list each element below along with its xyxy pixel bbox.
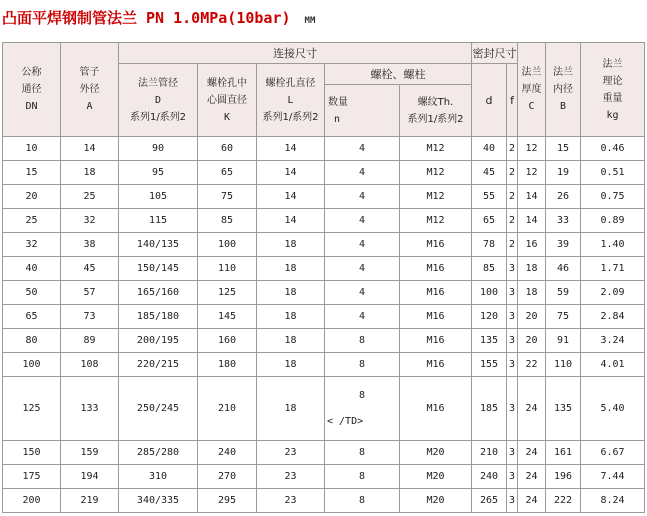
cell-C: 24 (518, 441, 546, 465)
cell-f: 3 (507, 329, 518, 353)
cell-kg: 0.89 (581, 209, 645, 233)
cell-th: M16 (400, 329, 472, 353)
cell-B: 19 (546, 161, 581, 185)
cell-th: M16 (400, 281, 472, 305)
cell-D: 250/245 (119, 377, 198, 441)
cell-n (325, 377, 400, 441)
cell-f: 3 (507, 281, 518, 305)
cell-L: 18 (257, 377, 325, 441)
cell-K: 180 (198, 353, 257, 377)
cell-L: 23 (257, 465, 325, 489)
cell-B: 33 (546, 209, 581, 233)
table-row (3, 137, 645, 161)
cell-a: 89 (61, 329, 119, 353)
cell-L: 18 (257, 281, 325, 305)
cell-th: M16 (400, 353, 472, 377)
cell-n-value: 8 (358, 389, 366, 401)
cell-kg: 8.24 (581, 489, 645, 513)
table-row (3, 489, 645, 513)
cell-d: 40 (472, 137, 507, 161)
cell-K: 210 (198, 377, 257, 441)
cell-n: 4 (325, 233, 400, 257)
cell-n: 4 (325, 209, 400, 233)
cell-th: M20 (400, 465, 472, 489)
cell-D: 140/135 (119, 233, 198, 257)
cell-kg: 0.46 (581, 137, 645, 161)
cell-d: 45 (472, 161, 507, 185)
cell-L: 23 (257, 489, 325, 513)
cell-a: 57 (61, 281, 119, 305)
cell-a: 108 (61, 353, 119, 377)
cell-L: 23 (257, 441, 325, 465)
cell-L: 14 (257, 209, 325, 233)
table-row (3, 377, 645, 441)
cell-f: 2 (507, 161, 518, 185)
cell-f: 3 (507, 489, 518, 513)
header-seal: 密封尺寸 (472, 43, 518, 64)
cell-C: 22 (518, 353, 546, 377)
cell-f: 2 (507, 233, 518, 257)
cell-a: 14 (61, 137, 119, 161)
header-inner-diameter: 法兰 内径 B (546, 43, 581, 137)
cell-K: 270 (198, 465, 257, 489)
cell-dn: 50 (3, 281, 61, 305)
cell-D: 90 (119, 137, 198, 161)
cell-a: 133 (61, 377, 119, 441)
table-row (3, 161, 645, 185)
table-row (3, 185, 645, 209)
cell-kg: 7.44 (581, 465, 645, 489)
cell-B: 161 (546, 441, 581, 465)
header-bolt-hole: 螺栓孔直径 L 系列1/系列2 (257, 64, 325, 137)
cell-C: 24 (518, 489, 546, 513)
cell-d: 100 (472, 281, 507, 305)
header-bolt-circle: 螺栓孔中 心圆直径 K (198, 64, 257, 137)
cell-n: 4 (325, 281, 400, 305)
cell-K: 85 (198, 209, 257, 233)
cell-K: 145 (198, 305, 257, 329)
table-row (3, 305, 645, 329)
cell-th: M12 (400, 185, 472, 209)
cell-D: 165/160 (119, 281, 198, 305)
cell-C: 24 (518, 465, 546, 489)
header-row-1 (3, 43, 645, 64)
cell-f: 3 (507, 377, 518, 441)
cell-n: 8 (325, 353, 400, 377)
cell-a: 38 (61, 233, 119, 257)
cell-th: M16 (400, 257, 472, 281)
header-connection: 连接尺寸 (119, 43, 472, 64)
table-row (3, 353, 645, 377)
cell-dn: 150 (3, 441, 61, 465)
cell-C: 18 (518, 281, 546, 305)
cell-C: 16 (518, 233, 546, 257)
table-row (3, 329, 645, 353)
cell-D: 185/180 (119, 305, 198, 329)
cell-B: 75 (546, 305, 581, 329)
table-row (3, 281, 645, 305)
table-row (3, 257, 645, 281)
cell-d: 265 (472, 489, 507, 513)
cell-D: 115 (119, 209, 198, 233)
cell-kg: 1.71 (581, 257, 645, 281)
header-thickness: 法兰 厚度 C (518, 43, 546, 137)
cell-d: 240 (472, 465, 507, 489)
cell-K: 60 (198, 137, 257, 161)
cell-f: 2 (507, 137, 518, 161)
cell-D: 340/335 (119, 489, 198, 513)
cell-C: 18 (518, 257, 546, 281)
header-seal-f: f (507, 64, 518, 137)
cell-kg: 2.84 (581, 305, 645, 329)
header-bolt-count: 数量 n (325, 85, 400, 137)
cell-d: 135 (472, 329, 507, 353)
cell-f: 2 (507, 209, 518, 233)
cell-a: 25 (61, 185, 119, 209)
cell-d: 65 (472, 209, 507, 233)
cell-B: 26 (546, 185, 581, 209)
cell-n: 4 (325, 257, 400, 281)
cell-a: 32 (61, 209, 119, 233)
cell-dn: 40 (3, 257, 61, 281)
cell-f: 3 (507, 257, 518, 281)
cell-d: 85 (472, 257, 507, 281)
cell-L: 18 (257, 233, 325, 257)
cell-th: M12 (400, 209, 472, 233)
cell-C: 20 (518, 305, 546, 329)
cell-th: M16 (400, 377, 472, 441)
cell-D: 105 (119, 185, 198, 209)
cell-B: 196 (546, 465, 581, 489)
cell-n: 4 (325, 185, 400, 209)
cell-n: 8 (325, 329, 400, 353)
cell-B: 15 (546, 137, 581, 161)
cell-L: 18 (257, 305, 325, 329)
cell-f: 3 (507, 353, 518, 377)
cell-C: 12 (518, 161, 546, 185)
cell-D: 310 (119, 465, 198, 489)
cell-n-extra: < /TD> (327, 415, 364, 427)
cell-n: 8 (325, 465, 400, 489)
cell-n: 4 (325, 137, 400, 161)
cell-B: 222 (546, 489, 581, 513)
cell-D: 95 (119, 161, 198, 185)
cell-K: 295 (198, 489, 257, 513)
cell-f: 2 (507, 185, 518, 209)
table-body (3, 137, 645, 513)
header-seal-d: d (472, 64, 507, 137)
cell-th: M16 (400, 233, 472, 257)
cell-d: 120 (472, 305, 507, 329)
cell-K: 110 (198, 257, 257, 281)
cell-D: 200/195 (119, 329, 198, 353)
page-title (2, 6, 315, 30)
header-dn: 公称 通径 DN (3, 43, 61, 137)
unit-label: MM (304, 16, 316, 26)
table-row (3, 233, 645, 257)
cell-th: M16 (400, 305, 472, 329)
cell-B: 91 (546, 329, 581, 353)
cell-n: 4 (325, 305, 400, 329)
cell-L: 14 (257, 161, 325, 185)
cell-th: M12 (400, 137, 472, 161)
header-bolts: 螺栓、螺柱 (325, 64, 472, 85)
cell-K: 240 (198, 441, 257, 465)
cell-B: 110 (546, 353, 581, 377)
cell-kg: 6.67 (581, 441, 645, 465)
cell-dn: 25 (3, 209, 61, 233)
cell-D: 220/215 (119, 353, 198, 377)
cell-B: 46 (546, 257, 581, 281)
cell-d: 185 (472, 377, 507, 441)
cell-d: 55 (472, 185, 507, 209)
cell-a: 73 (61, 305, 119, 329)
cell-kg: 0.51 (581, 161, 645, 185)
cell-B: 59 (546, 281, 581, 305)
cell-th: M12 (400, 161, 472, 185)
cell-L: 14 (257, 185, 325, 209)
cell-dn: 175 (3, 465, 61, 489)
cell-L: 18 (257, 257, 325, 281)
cell-a: 45 (61, 257, 119, 281)
cell-f: 3 (507, 441, 518, 465)
cell-dn: 20 (3, 185, 61, 209)
cell-L: 18 (257, 353, 325, 377)
cell-kg: 0.75 (581, 185, 645, 209)
cell-dn: 32 (3, 233, 61, 257)
cell-d: 210 (472, 441, 507, 465)
cell-K: 75 (198, 185, 257, 209)
cell-kg: 4.01 (581, 353, 645, 377)
cell-D: 285/280 (119, 441, 198, 465)
cell-dn: 65 (3, 305, 61, 329)
flange-spec-table (2, 42, 645, 513)
header-flange-od: 法兰管径 D 系列1/系列2 (119, 64, 198, 137)
cell-kg: 5.40 (581, 377, 645, 441)
cell-a: 159 (61, 441, 119, 465)
cell-B: 39 (546, 233, 581, 257)
cell-th: M20 (400, 489, 472, 513)
cell-th: M20 (400, 441, 472, 465)
cell-C: 24 (518, 377, 546, 441)
cell-L: 14 (257, 137, 325, 161)
cell-a: 18 (61, 161, 119, 185)
table-row (3, 465, 645, 489)
cell-C: 12 (518, 137, 546, 161)
cell-n: 4 (325, 161, 400, 185)
title-text: 凸面平焊钢制管法兰 PN 1.0MPa(10bar) (2, 9, 291, 27)
cell-n: 8 (325, 441, 400, 465)
cell-a: 219 (61, 489, 119, 513)
cell-n: 8 (325, 489, 400, 513)
header-weight: 法兰 理论 重量 kg (581, 43, 645, 137)
cell-B: 135 (546, 377, 581, 441)
cell-kg: 2.09 (581, 281, 645, 305)
cell-K: 160 (198, 329, 257, 353)
table-row (3, 209, 645, 233)
cell-C: 20 (518, 329, 546, 353)
cell-f: 3 (507, 465, 518, 489)
cell-kg: 1.40 (581, 233, 645, 257)
cell-a: 194 (61, 465, 119, 489)
cell-dn: 125 (3, 377, 61, 441)
cell-K: 100 (198, 233, 257, 257)
table-row (3, 441, 645, 465)
cell-dn: 200 (3, 489, 61, 513)
cell-D: 150/145 (119, 257, 198, 281)
header-pipe-od: 管子 外径 A (61, 43, 119, 137)
cell-C: 14 (518, 185, 546, 209)
cell-d: 78 (472, 233, 507, 257)
cell-dn: 100 (3, 353, 61, 377)
header-thread: 螺纹Th. 系列1/系列2 (400, 85, 472, 137)
cell-kg: 3.24 (581, 329, 645, 353)
cell-K: 65 (198, 161, 257, 185)
cell-K: 125 (198, 281, 257, 305)
cell-f: 3 (507, 305, 518, 329)
cell-d: 155 (472, 353, 507, 377)
cell-dn: 15 (3, 161, 61, 185)
cell-C: 14 (518, 209, 546, 233)
cell-L: 18 (257, 329, 325, 353)
cell-dn: 80 (3, 329, 61, 353)
cell-dn: 10 (3, 137, 61, 161)
